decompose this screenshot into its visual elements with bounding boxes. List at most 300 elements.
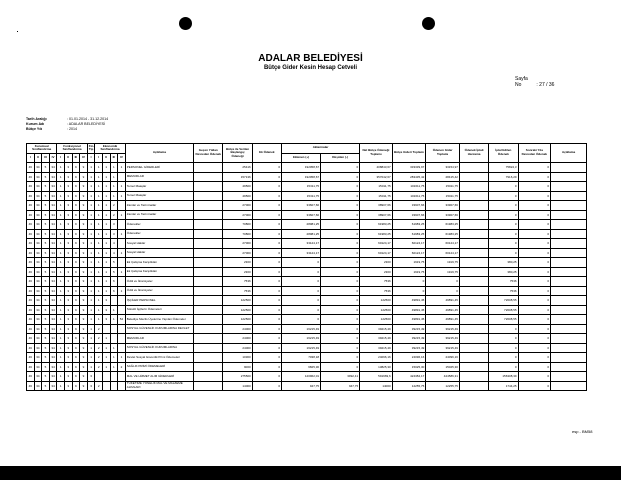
row-code: 34 <box>49 163 57 173</box>
row-code <box>95 372 103 382</box>
row-code: 1 <box>87 286 95 296</box>
row-code: 1 <box>57 362 65 372</box>
row-code: 2 <box>110 210 118 220</box>
hdr-code: I <box>57 153 65 163</box>
row-carry: 0 <box>518 372 551 382</box>
hdr-paid: Ödenen Gider Toplamı <box>426 144 460 163</box>
row-code: 1 <box>87 353 95 363</box>
row-carry: 0 <box>518 172 551 182</box>
row-code: 1 <box>87 305 95 315</box>
row-code: 5 <box>42 191 50 201</box>
row-code <box>118 334 126 344</box>
table-row <box>27 315 587 325</box>
row-code <box>118 343 126 353</box>
row-code: 9 <box>72 220 80 230</box>
row-transfer-minus: 0 <box>321 239 360 249</box>
row-code: 1 <box>102 239 110 249</box>
row-prev-year <box>194 334 223 344</box>
row-desc: Ödül ve İkramiyeler <box>125 277 193 287</box>
row-code <box>102 381 110 391</box>
row-code: 1 <box>110 305 118 315</box>
row-extra: 0 <box>252 334 281 344</box>
row-transfer-minus: 0 <box>321 172 360 182</box>
row-code: 1 <box>110 362 118 372</box>
row-initial: 275500 <box>223 372 252 382</box>
row-code: 1 <box>102 172 110 182</box>
row-code <box>118 239 126 249</box>
row-code: 34 <box>49 248 57 258</box>
row-net: 24096,16 <box>360 353 393 363</box>
row-code: 46 <box>27 239 35 249</box>
row-note <box>551 248 587 258</box>
row-code <box>110 296 118 306</box>
row-code: 1 <box>95 163 103 173</box>
row-code: 1 <box>110 191 118 201</box>
row-prev-year <box>194 163 223 173</box>
row-spent: 0 <box>489 229 518 239</box>
row-spent: 7536 <box>489 286 518 296</box>
row-code: 1 <box>95 239 103 249</box>
table-row <box>27 277 587 287</box>
row-transfer-plus: 6825,30 <box>282 362 321 372</box>
row-code: 1 <box>102 334 110 344</box>
hdr-code: I <box>87 153 95 163</box>
row-code <box>118 296 126 306</box>
row-code: 9 <box>80 267 88 277</box>
row-code: 5 <box>42 267 50 277</box>
row-code: 1 <box>57 324 65 334</box>
row-transfer-minus: 0 <box>321 334 360 344</box>
table-row <box>27 229 587 239</box>
row-code: 34 <box>49 315 57 325</box>
row-cancelled <box>459 172 488 182</box>
hdr-initial: Bütçe ile Verilen Başlangıç Ödeneği <box>223 144 252 163</box>
row-code: 4 <box>110 248 118 258</box>
row-extra: 0 <box>252 372 281 382</box>
row-code: 1 <box>102 277 110 287</box>
row-code <box>110 381 118 391</box>
row-code: 1 <box>102 201 110 211</box>
meta-year <box>26 127 77 132</box>
row-code: 3 <box>64 210 72 220</box>
row-transfer-minus: 0 <box>321 229 360 239</box>
hdr-code: II <box>34 153 42 163</box>
hdr-code: II <box>102 153 110 163</box>
row-spent: 0 <box>489 343 518 353</box>
row-initial: 122500 <box>223 296 252 306</box>
row-code: 1 <box>87 324 95 334</box>
row-desc: PERSONEL GİDERLERİ <box>125 163 193 173</box>
row-code: 4 <box>110 239 118 249</box>
row-code: 5 <box>42 239 50 249</box>
row-code: 5 <box>110 258 118 268</box>
row-code: 1 <box>102 229 110 239</box>
row-code: 52 <box>118 315 126 325</box>
row-cancelled <box>459 210 488 220</box>
row-note <box>551 353 587 363</box>
row-code: 34 <box>34 201 42 211</box>
row-prev-year <box>194 267 223 277</box>
table-row <box>27 220 587 230</box>
row-code: 1 <box>87 334 95 344</box>
row-code: 34 <box>49 277 57 287</box>
row-initial: 157136 <box>223 172 252 182</box>
meta-org-key: Kurum Adı <box>26 122 45 126</box>
row-extra: 0 <box>252 163 281 173</box>
row-initial: 24000 <box>223 334 252 344</box>
meta-date-key: Tarih Aralığı <box>26 117 47 121</box>
row-code: 5 <box>42 229 50 239</box>
row-code: 9 <box>72 229 80 239</box>
row-code: 2 <box>95 343 103 353</box>
row-code: 1 <box>57 315 65 325</box>
row-code: 3 <box>64 182 72 192</box>
row-desc: Ek Çalışma Karşılıkları <box>125 267 193 277</box>
row-spent: 380,25 <box>489 258 518 268</box>
row-code: 1 <box>57 305 65 315</box>
row-spent: 380,25 <box>489 267 518 277</box>
row-code: 5 <box>42 334 50 344</box>
row-expense: 49891,45 <box>392 305 426 315</box>
row-expense: 24096,16 <box>392 353 426 363</box>
row-carry: 0 <box>518 267 551 277</box>
row-cancelled <box>459 163 488 173</box>
row-note <box>551 258 587 268</box>
row-net: 122500 <box>360 296 393 306</box>
row-initial: 2300 <box>223 258 252 268</box>
row-code: 5 <box>42 182 50 192</box>
row-prev-year <box>194 229 223 239</box>
row-code <box>110 324 118 334</box>
row-code: 9 <box>72 353 80 363</box>
row-transfer-minus: 0 <box>321 182 360 192</box>
row-code: 5 <box>42 258 50 268</box>
row-note <box>551 172 587 182</box>
row-code: 9 <box>80 353 88 363</box>
row-transfer-minus: 0 <box>321 305 360 315</box>
table-row <box>27 258 587 268</box>
row-code: 34 <box>49 201 57 211</box>
row-code: 5 <box>42 248 50 258</box>
row-expense: 12255,75 <box>392 381 426 391</box>
row-transfer-plus: 0 <box>282 286 321 296</box>
row-spent: 75824,3 <box>489 163 518 173</box>
row-code <box>102 372 110 382</box>
row-initial: 27000 <box>223 248 252 258</box>
row-note <box>551 362 587 372</box>
meta-date-value: : 01.01.2014 - 31.12.2014 <box>67 117 109 121</box>
row-code: 1 <box>57 267 65 277</box>
row-note <box>551 381 587 391</box>
row-prev-year <box>194 343 223 353</box>
row-code: 9 <box>72 381 80 391</box>
row-paid: 0 <box>426 286 460 296</box>
row-initial: 14000 <box>223 381 252 391</box>
row-note <box>551 305 587 315</box>
row-code: 3 <box>64 191 72 201</box>
row-code: 46 <box>27 286 35 296</box>
row-code: 1 <box>95 201 103 211</box>
table-row <box>27 210 587 220</box>
table-row <box>27 296 587 306</box>
row-code: 46 <box>27 372 35 382</box>
row-code: 9 <box>80 239 88 249</box>
row-cancelled <box>459 296 488 306</box>
row-expense: 49891,45 <box>392 296 426 306</box>
row-expense: 0 <box>392 286 426 296</box>
row-code: 3 <box>64 362 72 372</box>
row-code: 9 <box>72 343 80 353</box>
row-code: 9 <box>72 258 80 268</box>
row-code: 3 <box>64 353 72 363</box>
table-row <box>27 239 587 249</box>
row-extra: 0 <box>252 229 281 239</box>
scan-speck <box>17 31 18 32</box>
row-transfer-plus: 0 <box>282 267 321 277</box>
row-code: 9 <box>80 296 88 306</box>
row-code: 1 <box>87 315 95 325</box>
row-code: 9 <box>72 163 80 173</box>
row-carry: 0 <box>518 286 551 296</box>
row-code: 1 <box>87 191 95 201</box>
row-extra: 0 <box>252 353 281 363</box>
row-code: 1 <box>95 305 103 315</box>
row-extra: 0 <box>252 343 281 353</box>
row-prev-year <box>194 248 223 258</box>
row-extra: 0 <box>252 182 281 192</box>
row-note <box>551 229 587 239</box>
row-extra: 0 <box>252 315 281 325</box>
row-code: 46 <box>27 362 35 372</box>
row-extra: 0 <box>252 191 281 201</box>
table-row <box>27 305 587 315</box>
row-code: 1 <box>87 343 95 353</box>
row-code <box>118 277 126 287</box>
row-code: 9 <box>80 172 88 182</box>
row-code: 1 <box>95 286 103 296</box>
row-code: 9 <box>80 258 88 268</box>
row-transfer-minus: 0 <box>321 258 360 268</box>
row-initial: 49500 <box>223 182 252 192</box>
row-paid: 28415,42 <box>426 172 460 182</box>
row-transfer-minus: 0 <box>321 210 360 220</box>
row-prev-year <box>194 191 223 201</box>
table-row <box>27 381 587 391</box>
row-code: 9 <box>72 315 80 325</box>
row-code: 5 <box>110 267 118 277</box>
row-spent: 0 <box>489 248 518 258</box>
row-net: 357042,67 <box>360 172 393 182</box>
row-cancelled <box>459 286 488 296</box>
row-carry: 0 <box>518 305 551 315</box>
row-transfer-plus: 16215,49 <box>282 324 321 334</box>
row-code: 3 <box>64 343 72 353</box>
table-header-row-1 <box>27 144 587 154</box>
table-row <box>27 324 587 334</box>
row-initial: 70800 <box>223 229 252 239</box>
row-initial: 122500 <box>223 305 252 315</box>
table-row <box>27 163 587 173</box>
row-code: 9 <box>80 334 88 344</box>
row-note <box>551 324 587 334</box>
row-code: 1 <box>102 343 110 353</box>
hdr-code: II <box>64 153 72 163</box>
row-desc: SOSYAL GÜVENLİK KURUMLARINA <box>125 343 193 353</box>
row-paid: 60124,17 <box>426 248 460 258</box>
row-prev-year <box>194 296 223 306</box>
row-code: 34 <box>49 305 57 315</box>
row-code: 5 <box>42 172 50 182</box>
row-code: 34 <box>49 191 57 201</box>
row-code: 46 <box>27 163 35 173</box>
row-code <box>110 334 118 344</box>
row-carry: 0 <box>518 191 551 201</box>
hdr-transfer-minus: Düşülen (-) <box>321 153 360 163</box>
row-code: 1 <box>57 172 65 182</box>
row-extra: 0 <box>252 296 281 306</box>
row-transfer-minus: 947,75 <box>321 381 360 391</box>
row-transfer-minus: 0 <box>321 324 360 334</box>
row-code: 1 <box>87 201 95 211</box>
row-prev-year <box>194 172 223 182</box>
row-prev-year <box>194 381 223 391</box>
row-code: 34 <box>34 277 42 287</box>
row-carry: 0 <box>518 334 551 344</box>
row-code: 1 <box>57 381 65 391</box>
row-code: 5 <box>42 305 50 315</box>
row-carry: 0 <box>518 315 551 325</box>
row-code: 9 <box>72 172 80 182</box>
row-net: 39215,49 <box>360 343 393 353</box>
row-net: 15011,75 <box>360 191 393 201</box>
row-transfer-plus: 33124,17 <box>282 248 321 258</box>
row-transfer-minus: 0 <box>321 163 360 173</box>
row-expense: 39215,49 <box>392 343 426 353</box>
row-initial: 7536 <box>223 286 252 296</box>
hdr-prev-year: Geçen Yıldan Devreden Ödenek <box>194 144 223 163</box>
hdr-transfer-plus: Eklenen (+) <box>282 153 321 163</box>
row-initial: 70800 <box>223 220 252 230</box>
punch-hole-right <box>422 17 435 30</box>
row-code: 9 <box>72 210 80 220</box>
hdr-group-fonksiyonel: Fonksiyonel Sınıflandırma <box>57 144 87 154</box>
row-paid: 15025,30 <box>426 362 460 372</box>
table-row <box>27 343 587 353</box>
row-code: 2 <box>95 324 103 334</box>
row-code <box>118 258 126 268</box>
row-desc: Devlet Sosyal Güvenlik Primi Ödemeleri <box>125 353 193 363</box>
row-code: 9 <box>80 362 88 372</box>
row-spent: 0 <box>489 324 518 334</box>
page-number-label: Sayfa No <box>515 76 528 88</box>
row-expense: 283435,42 <box>392 172 426 182</box>
row-code: 9 <box>72 305 80 315</box>
row-initial: 27000 <box>223 239 252 249</box>
row-code: 34 <box>34 296 42 306</box>
row-code: 46 <box>27 305 35 315</box>
row-code: 34 <box>34 315 42 325</box>
row-code: 1 <box>102 267 110 277</box>
row-code: 9 <box>80 381 88 391</box>
row-initial: 27000 <box>223 210 252 220</box>
row-code: 3 <box>64 172 72 182</box>
row-paid: 444586,31 <box>426 372 460 382</box>
table-row <box>27 201 587 211</box>
row-code: 5 <box>42 372 50 382</box>
row-carry: 0 <box>518 163 551 173</box>
row-code: 1 <box>110 163 118 173</box>
row-code: 1 <box>102 220 110 230</box>
row-code: 46 <box>27 201 35 211</box>
row-code: 3 <box>64 324 72 334</box>
row-code: 1 <box>57 343 65 353</box>
punch-hole-left <box>179 17 192 30</box>
row-code: 3 <box>64 258 72 268</box>
row-cancelled <box>459 239 488 249</box>
row-net: 61983,25 <box>360 229 393 239</box>
row-code: 34 <box>49 220 57 230</box>
row-cancelled <box>459 182 488 192</box>
row-extra: 0 <box>252 201 281 211</box>
row-code: 34 <box>34 353 42 363</box>
row-note <box>551 239 587 249</box>
row-transfer-plus: 120962,01 <box>282 372 321 382</box>
row-code: 1 <box>57 248 65 258</box>
row-code: 34 <box>34 182 42 192</box>
row-code: 9 <box>72 362 80 372</box>
row-net: 2300 <box>360 258 393 268</box>
meta-year-value: : 2014 <box>67 127 77 131</box>
row-spent: 0 <box>489 210 518 220</box>
page-number <box>515 76 554 88</box>
row-code: 9 <box>80 372 88 382</box>
table-row <box>27 172 587 182</box>
row-code: 46 <box>27 248 35 258</box>
hdr-spent: İptal Edilen Ödenek <box>489 144 518 163</box>
hdr-extra: Ek Ödenek <box>252 144 281 163</box>
row-initial: 27000 <box>223 201 252 211</box>
row-code: 1 <box>57 277 65 287</box>
row-code: 34 <box>34 248 42 258</box>
hdr-code: IV <box>49 153 57 163</box>
row-code: 34 <box>49 229 57 239</box>
row-prev-year <box>194 362 223 372</box>
row-code: 5 <box>42 381 50 391</box>
row-paid: 39215,49 <box>426 334 460 344</box>
row-net: 61983,25 <box>360 220 393 230</box>
row-code: 34 <box>49 182 57 192</box>
row-carry: 0 <box>518 220 551 230</box>
row-code: 34 <box>34 372 42 382</box>
row-extra: 0 <box>252 210 281 220</box>
row-desc: Zamlar ve Tazminatlar <box>125 210 193 220</box>
row-code: 9 <box>80 182 88 192</box>
row-initial: 9000 <box>223 362 252 372</box>
row-carry: 0 <box>518 239 551 249</box>
row-prev-year <box>194 239 223 249</box>
row-desc: Ödenekler <box>125 220 193 230</box>
row-paid: 1919,75 <box>426 267 460 277</box>
row-code: 9 <box>80 163 88 173</box>
row-code: 5 <box>42 163 50 173</box>
table-row <box>27 353 587 363</box>
row-transfer-plus: 28081,25 <box>282 220 321 230</box>
row-code: 46 <box>27 296 35 306</box>
row-code: 3 <box>64 201 72 211</box>
row-code: 1 <box>102 210 110 220</box>
row-net: 39215,49 <box>360 334 393 344</box>
row-code: 34 <box>34 239 42 249</box>
